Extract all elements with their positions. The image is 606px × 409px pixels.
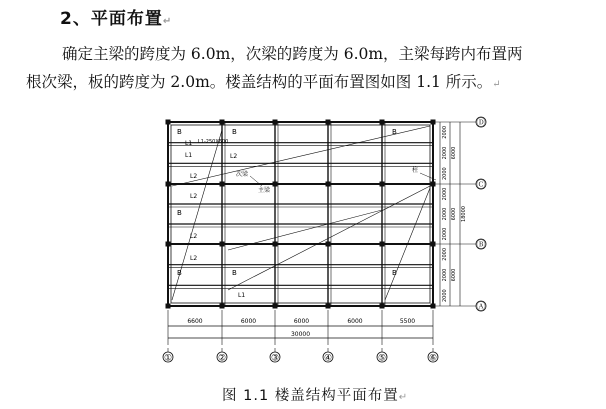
right-total-text: 6000 bbox=[451, 146, 457, 160]
right-dimension-text: 2000 bbox=[442, 268, 448, 282]
span-dimension-text: 6000 bbox=[293, 318, 310, 325]
section-title: 平面布置 bbox=[90, 9, 163, 29]
slab-label: B bbox=[177, 209, 182, 217]
secondary-beam-note: 次梁 bbox=[236, 171, 249, 178]
beam-label: L2 bbox=[190, 173, 198, 180]
column-square bbox=[220, 242, 225, 247]
column-square bbox=[220, 304, 225, 309]
paragraph-line-1: 确定主梁的跨度为 6.0m，次梁的跨度为 6.0m，主梁每跨内布置两 bbox=[62, 45, 523, 63]
slab-label: B bbox=[232, 128, 237, 136]
axis-y-label: Ⓓ bbox=[476, 118, 486, 129]
beam-label: L1 bbox=[185, 140, 193, 147]
beam-spec-tag: L1-250X600 bbox=[198, 139, 229, 145]
overall-dimension-text: 18000 bbox=[461, 206, 467, 222]
right-dimension-text: 2000 bbox=[442, 146, 448, 160]
column-square bbox=[380, 304, 385, 309]
beam-label: L2 bbox=[190, 255, 198, 262]
column-square bbox=[380, 120, 385, 125]
section-number: 2、 bbox=[60, 9, 91, 29]
column-square bbox=[166, 242, 171, 247]
column-square bbox=[166, 304, 171, 309]
slab-label: B bbox=[392, 269, 397, 277]
axis-y-label: Ⓐ bbox=[476, 302, 486, 313]
slab-label: B bbox=[177, 269, 182, 277]
return-mark: ↵ bbox=[492, 79, 501, 90]
column-square bbox=[166, 120, 171, 125]
right-dimension-text: 2000 bbox=[442, 167, 448, 181]
axis-x-label: ① bbox=[163, 353, 173, 364]
column-square bbox=[273, 304, 278, 309]
column-square bbox=[273, 242, 278, 247]
right-dimension-text: 2000 bbox=[442, 289, 448, 303]
column-square bbox=[166, 182, 171, 187]
slab-label: B bbox=[392, 128, 397, 136]
column-square bbox=[380, 182, 385, 187]
axis-x-label: ⑤ bbox=[377, 353, 387, 364]
total-dimension-text: 30000 bbox=[290, 331, 311, 338]
column-square bbox=[220, 182, 225, 187]
slab-diagonal-line bbox=[228, 186, 430, 290]
right-total-text: 6000 bbox=[451, 268, 457, 282]
paragraph-line-2: 根次梁，板的跨度为 2.0m。楼盖结构的平面布置图如图 1.1 所示。 bbox=[26, 73, 493, 91]
column-square bbox=[326, 304, 331, 309]
slab-label: B bbox=[177, 128, 182, 136]
beam-label: L1 bbox=[185, 152, 193, 159]
axis-x-label: ⑥ bbox=[428, 353, 438, 364]
right-dimension-text: 2000 bbox=[442, 207, 448, 221]
right-total-text: 6000 bbox=[451, 207, 457, 221]
right-dimension-text: 2000 bbox=[442, 247, 448, 261]
span-dimension-text: 6600 bbox=[187, 318, 203, 325]
span-dimension-text: 6000 bbox=[240, 318, 257, 325]
main-beam-note: 主梁 bbox=[258, 187, 271, 194]
axis-x-label: ④ bbox=[323, 353, 333, 364]
axis-y-label: Ⓑ bbox=[476, 240, 486, 251]
plan-outline bbox=[168, 122, 433, 306]
column-square bbox=[220, 120, 225, 125]
beam-label: L1 bbox=[238, 292, 246, 299]
return-mark: ↵ bbox=[398, 392, 409, 403]
column-square bbox=[326, 120, 331, 125]
column-square bbox=[326, 242, 331, 247]
span-dimension-text: 5500 bbox=[399, 318, 416, 325]
axis-x-label: ② bbox=[217, 353, 227, 364]
beam-label: L2 bbox=[230, 153, 238, 160]
figure-caption-text: 图 1.1 楼盖结构平面布置 bbox=[222, 388, 399, 404]
return-mark: ↵ bbox=[162, 16, 173, 27]
beam-label: L2 bbox=[190, 193, 198, 200]
span-dimension-text: 6000 bbox=[347, 318, 363, 325]
right-dimension-text: 2000 bbox=[442, 125, 448, 139]
figure-caption bbox=[222, 384, 408, 405]
column-square bbox=[273, 120, 278, 125]
right-dimension-text: 2000 bbox=[442, 227, 448, 241]
column-square bbox=[273, 182, 278, 187]
column-square bbox=[326, 182, 331, 187]
beam-label: L2 bbox=[190, 233, 198, 240]
right-dimension-text: 2000 bbox=[442, 187, 448, 201]
axis-x-label: ③ bbox=[270, 353, 280, 364]
slab-label: B bbox=[232, 269, 237, 277]
axis-y-label: Ⓒ bbox=[476, 180, 486, 191]
column-square bbox=[380, 242, 385, 247]
column-note: 柱 bbox=[412, 167, 419, 174]
